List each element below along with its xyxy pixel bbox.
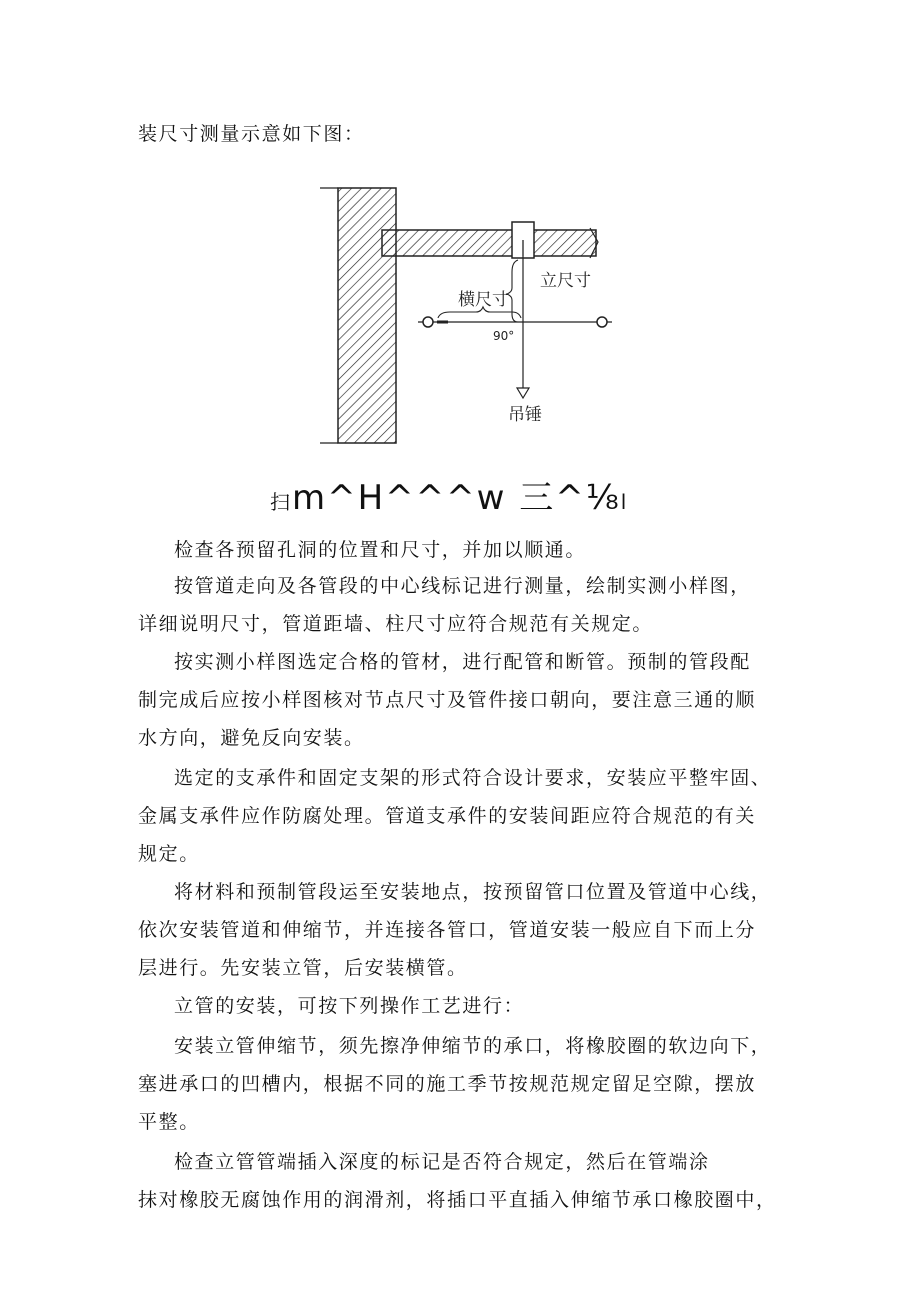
plumb-label: 吊锤 [508, 405, 542, 425]
paragraph-line: 按管道走向及各管段的中心线标记进行测量，绘制实测小样图， [174, 575, 751, 597]
caption-main: m^H^^^w 三^⅛ [292, 478, 621, 518]
paragraph-line: 水方向，避免反向安装。 [138, 727, 365, 749]
paragraph-line: 检查立管管端插入深度的标记是否符合规定，然后在管端涂 [174, 1151, 710, 1173]
pipe-end-right [597, 317, 607, 327]
angle-label: 90° [493, 329, 515, 343]
intro-text: 装尺寸测量示意如下图： [138, 123, 365, 145]
figure-caption [270, 478, 628, 522]
paragraph-line: 将材料和预制管段运至安装地点，按预留管口位置及管道中心线， [174, 881, 772, 903]
caption-suffix: l [620, 490, 629, 514]
caption-prefix: 扫 [270, 490, 292, 514]
paragraph-line: 详细说明尺寸，管道距墙、柱尺寸应符合规范有关规定。 [138, 613, 654, 635]
paragraph-line: 平整。 [138, 1111, 200, 1133]
paragraph-line: 塞进承口的凹槽内，根据不同的施工季节按规范规定留足空隙，摆放 [138, 1073, 757, 1095]
wall [338, 188, 396, 443]
paragraph-line: 依次安装管道和伸缩节，并连接各管口，管道安装一般应自下而上分 [138, 919, 757, 941]
paragraph-line: 抹对橡胶无腐蚀作用的润滑剂，将插口平直插入伸缩节承口橡胶圈中， [138, 1189, 777, 1211]
paragraph-line: 金属支承件应作防腐处理。管道支承件的安装间距应符合规范的有关 [138, 805, 757, 827]
horizontal-size-label: 横尺寸 [458, 290, 509, 310]
paragraph-line: 选定的支承件和固定支架的形式符合设计要求，安装应平整牢固、 [174, 767, 772, 789]
paragraph-line: 检查各预留孔洞的位置和尺寸，并加以顺通。 [174, 539, 587, 561]
paragraph-line: 规定。 [138, 843, 200, 865]
paragraph-line: 层进行。先安装立管，后安装横管。 [138, 957, 468, 979]
floor-slab [382, 230, 596, 256]
paragraph-line: 按实测小样图选定合格的管材，进行配管和断管。预制的管段配 [174, 651, 751, 673]
paragraph-line: 安装立管伸缩节，须先擦净伸缩节的承口，将橡胶圈的软边向下， [174, 1035, 772, 1057]
paragraph-line: 立管的安装，可按下列操作工艺进行： [174, 995, 525, 1017]
vertical-size-label: 立尺寸 [540, 271, 591, 291]
paragraph-line: 制完成后应按小样图核对节点尺寸及管件接口朝向，要注意三通的顺 [138, 689, 757, 711]
measurement-diagram [300, 180, 620, 450]
plumb-weight [517, 388, 529, 398]
pipe-end-left [423, 317, 433, 327]
